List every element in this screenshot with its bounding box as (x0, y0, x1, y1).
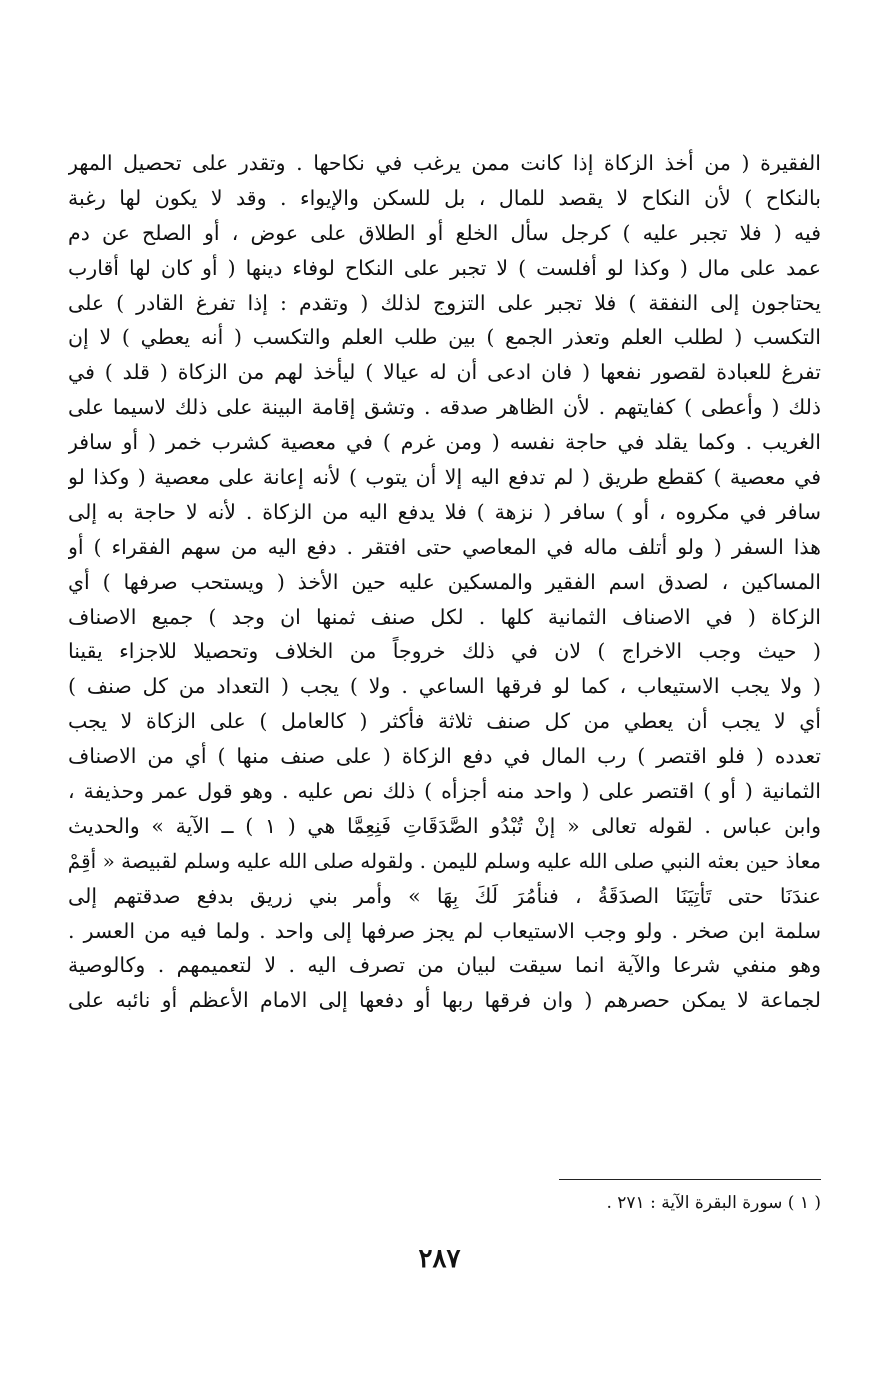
text-line: المساكين ، لصدق اسم الفقير والمسكين عليه حين الأخذ ( ويستحب صرفها ) أي (68, 569, 821, 594)
text-line: تعدده ( فلو اقتصر ) رب المال في دفع الزكاة ( على صنف منها ) أي من الاصناف (68, 744, 821, 769)
text-line: بالنكاح ) لأن النكاح لا يقصد للمال ، بل للسكن والإيواء . وقد لا يكون لها رغبة (68, 185, 821, 210)
text-line: الفقيرة ( من أخذ الزكاة إذا كانت ممن يرغب في نكاحها . وتقدر على تحصيل المهر (68, 151, 821, 175)
text-line: الغريب . وكما يقلد في حاجة نفسه ( ومن غرم ) في معصية كشرب خمر ( أو سافر (68, 430, 821, 455)
text-line: الزكاة ( في الاصناف الثمانية كلها . لكل صنف ثمنها ان وجد ) جميع الاصناف (68, 604, 821, 629)
text-line: هذا السفر ( ولو أتلف ماله في المعاصي حتى افتقر . دفع اليه من سهم الفقراء ) أو (68, 534, 821, 559)
text-line: سلمة ابن صخر . ولو وجب الاستيعاب لم يجز صرفها إلى واحد . ولما فيه من العسر . (68, 918, 821, 943)
footnote: ( ١ ) سورة البقرة الآية : ٢٧١ . (606, 1193, 821, 1213)
footnote-divider (559, 1179, 821, 1180)
text-line: وهو منفي شرعا والآية انما سيقت لبيان من تصرف اليه . لا لتعميمهم . وكالوصية (68, 953, 821, 978)
body-text (68, 146, 821, 1018)
text-line: أي لا يجب أن يعطي من كل صنف ثلاثة فأكثر ( كالعامل ) على الزكاة لا يجب (68, 709, 821, 734)
text-line: عمد على مال ( وكذا لو أفلست ) لا تجبر على النكاح لوفاء دينها ( أو كان لها أقارب (68, 255, 821, 280)
text-line: وابن عباس . لقوله تعالى « إنْ تُبْدُو الصَّدَقَاتِ فَنِعِمَّا هي ( ١ ) ــ الآية » والحديث (68, 813, 821, 838)
text-line: لجماعة لا يمكن حصرهم ( وان فرقها ربها أو دفعها إلى الامام الأعظم أو نائبه على (68, 988, 821, 1013)
text-line: في معصية ) كقطع طريق ( لم تدفع اليه إلا أن يتوب ) لأنه إعانة على معصية ( وكذا لو (68, 465, 821, 490)
text-line: تفرغ للعبادة لقصور نفعها ( فان ادعى أن له عيالا ) ليأخذ لهم من الزكاة ( قلد ) في (68, 360, 821, 385)
text-line: عندَنَا حتى تَأتِيَنَا الصدَقَةُ ، فنأمُرَ لَكَ بِهَا » وأمر بني زريق بدفع صدقتهم إلى (68, 883, 821, 908)
text-line: التكسب ( لطلب العلم وتعذر الجمع ) بين طلب العلم والتكسب ( أنه يعطي ) لا إن (68, 325, 821, 350)
text-line: ( ولا يجب الاستيعاب ، كما لو فرقها الساعي . ولا ) يجب ( التعداد من كل صنف ) (68, 674, 821, 699)
text-line: ذلك ( وأعطى ) كفايتهم . لأن الظاهر صدقه . وتشق إقامة البينة على ذلك لاسيما على (68, 395, 821, 420)
text-line: ( حيث وجب الاخراج ) لان في ذلك خروجاً من الخلاف وتحصيلا للاجزاء يقينا (68, 639, 821, 664)
text-line: الثمانية ( أو ) اقتصر على ( واحد منه أجزأه ) ذلك نص عليه . وهو قول عمر وحذيفة ، (68, 779, 821, 804)
page-number: ٢٨٧ (418, 1244, 461, 1274)
text-line: فيه ( فلا تجبر عليه ) كرجل سأل الخلع أو الطلاق على عوض ، أو الصلح عن دم (68, 220, 821, 245)
text-line: يحتاجون إلى النفقة ) فلا تجبر على التزوج لذلك ( وتقدم : إذا تفرغ القادر ) على (68, 290, 821, 315)
text-line: معاذ حين بعثه النبي صلى الله عليه وسلم لليمن . ولقوله صلى الله عليه وسلم لقبيصة « أقِمْ (68, 848, 821, 873)
text-line: سافر في مكروه ، أو ) سافر ( نزهة ) فلا يدفع اليه من الزكاة . لأنه لا حاجة به إلى (68, 499, 821, 524)
